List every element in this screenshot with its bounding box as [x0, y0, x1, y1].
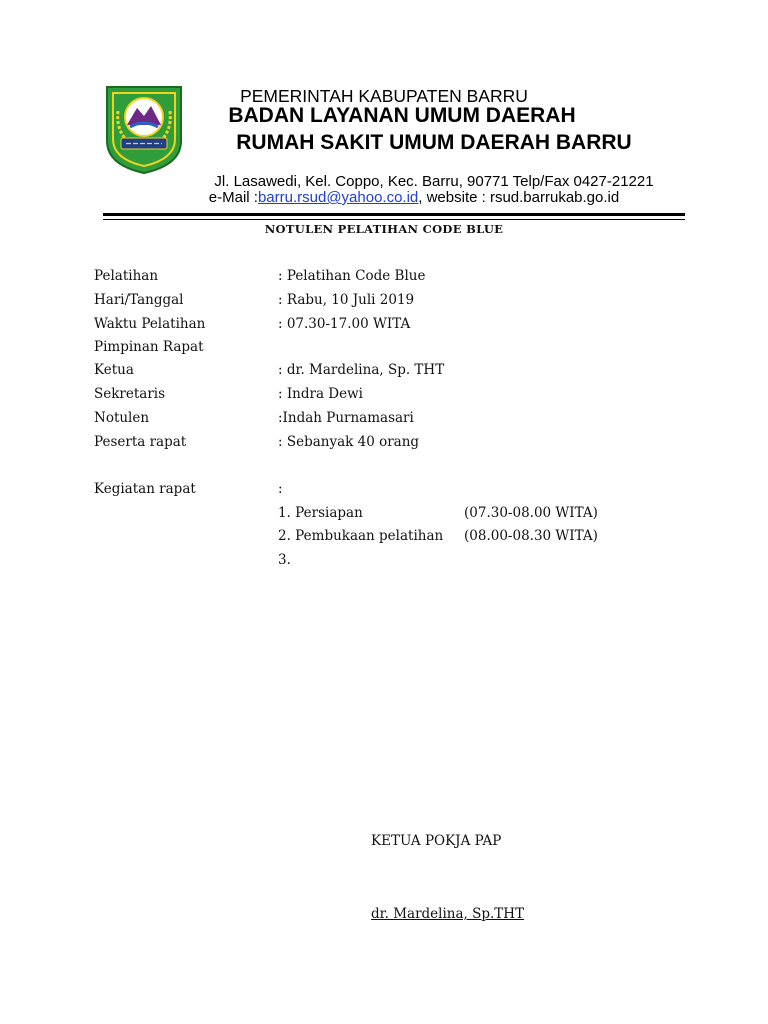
detail-label: Pimpinan Rapat	[94, 339, 204, 355]
detail-label: Ketua	[94, 362, 134, 378]
detail-value: : Pelatihan Code Blue	[278, 268, 426, 284]
website-text: , website : rsud.barrukab.go.id	[418, 189, 620, 206]
signature-name: dr. Mardelina, Sp.THT	[371, 906, 525, 922]
detail-label: Notulen	[94, 410, 150, 426]
detail-value: : dr. Mardelina, Sp. THT	[278, 362, 445, 378]
detail-label: Waktu Pelatihan	[94, 316, 206, 332]
detail-value: : 07.30-17.00 WITA	[278, 316, 411, 332]
contact-line	[0, 189, 768, 206]
hospital-name: RUMAH SAKIT UMUM DAERAH BARRU	[236, 131, 632, 154]
agenda-label: Kegiatan rapat	[94, 481, 196, 497]
detail-value: :Indah Purnamasari	[278, 410, 414, 426]
letterhead-rule-thick	[103, 213, 685, 216]
detail-value: : Rabu, 10 Juli 2019	[278, 292, 415, 308]
detail-label: Hari/Tanggal	[94, 292, 184, 308]
agenda-colon: :	[278, 481, 283, 497]
hospital-address: Jl. Lasawedi, Kel. Coppo, Kec. Barru, 90771 Telp/Fax 0427-21221	[214, 173, 654, 190]
agenda-item-time: (07.30-08.00 WITA)	[464, 505, 598, 521]
email-link[interactable]: barru.rsud@yahoo.co.id	[257, 189, 419, 206]
email-prefix: e-Mail :	[208, 189, 258, 206]
signature-title: KETUA POKJA PAP	[371, 833, 502, 849]
document-title: NOTULEN PELATIHAN CODE BLUE	[264, 222, 504, 236]
detail-value: : Sebanyak 40 orang	[278, 434, 420, 450]
agenda-item-time: (08.00-08.30 WITA)	[464, 528, 598, 544]
agenda-item: 1. Persiapan	[278, 505, 363, 521]
agenda-item: 2. Pembukaan pelatihan	[278, 528, 444, 544]
government-name: PEMERINTAH KABUPATEN BARRU	[240, 86, 528, 106]
detail-label: Peserta rapat	[94, 434, 187, 450]
letterhead-rule-thin	[103, 219, 685, 220]
agency-name: BADAN LAYANAN UMUM DAERAH	[228, 104, 576, 127]
detail-value: : Indra Dewi	[278, 386, 363, 402]
detail-label: Sekretaris	[94, 386, 166, 402]
agenda-item: 3.	[278, 552, 291, 568]
detail-label: Pelatihan	[94, 268, 159, 284]
